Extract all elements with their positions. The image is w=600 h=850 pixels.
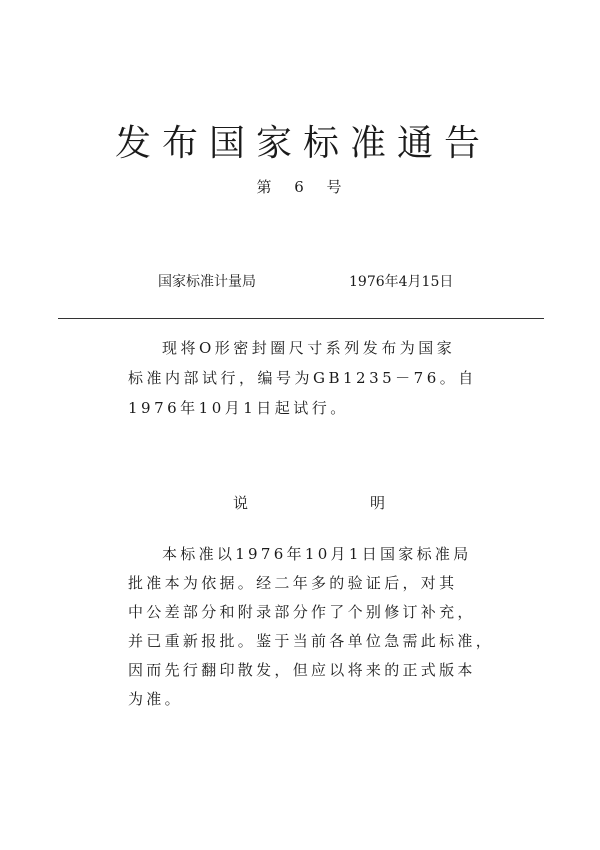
divider — [58, 318, 544, 319]
explanation-heading-left: 说 — [233, 494, 249, 512]
explanation-line: 因而先行翻印散发，但应以将来的正式版本 — [128, 661, 476, 679]
explanation-line: 本标准以1976年10月1日国家标准局 — [162, 545, 472, 563]
explanation-body — [128, 540, 528, 714]
notice-body — [128, 333, 508, 423]
explanation-line: 中公差部分和附录部分作了个别修订补充， — [128, 603, 476, 621]
notice-line: 标准内部试行，编号为GB1235－76。自 — [128, 369, 477, 387]
issue-date: 1976年4月15日 — [349, 274, 454, 290]
explanation-line: 为准。 — [128, 690, 183, 708]
issuer-name: 国家标准计量局 — [158, 274, 256, 290]
explanation-heading-right: 明 — [370, 494, 386, 512]
notice-number: 第 6 号 — [256, 178, 344, 196]
notice-line: 1976年10月1日起试行。 — [128, 399, 349, 417]
page-title: 发布国家标准通告 — [114, 123, 491, 164]
explanation-line: 批准本为依据。经二年多的验证后，对其 — [128, 574, 458, 592]
explanation-line: 并已重新报批。鉴于当前各单位急需此标准， — [128, 632, 495, 650]
notice-line: 现将O形密封圈尺寸系列发布为国家 — [162, 339, 456, 357]
